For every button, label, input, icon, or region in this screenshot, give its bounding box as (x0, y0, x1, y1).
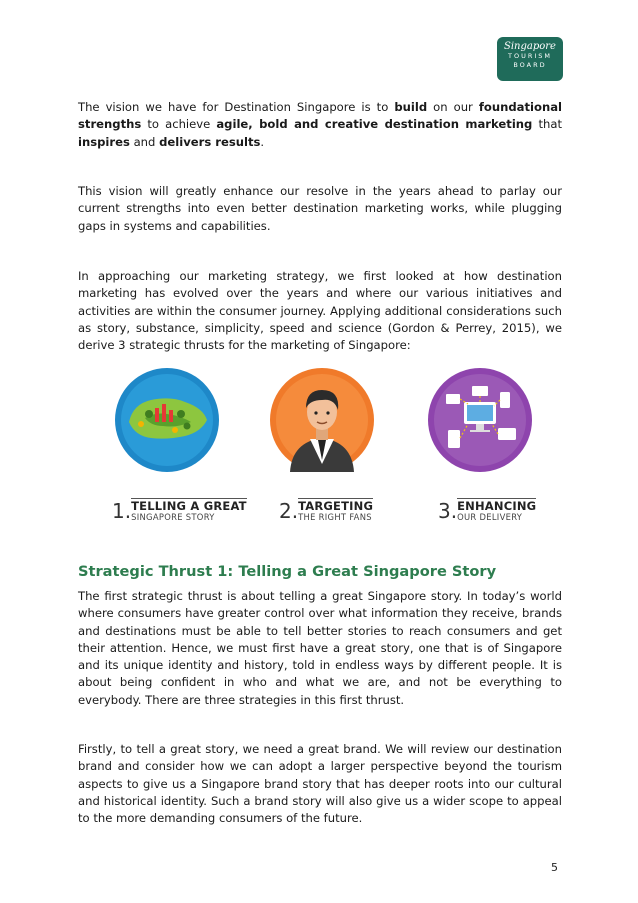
thrust-1-label (112, 492, 247, 522)
vision-text-5: and (129, 134, 160, 149)
vision-paragraph (78, 99, 562, 151)
vision-bold-build: build (394, 100, 428, 114)
thrust-2-label (279, 492, 373, 522)
vision-text-1: The vision we have for Destination Singapore is to (78, 100, 395, 114)
section-heading: Strategic Thrust 1: Telling a Great Singapore Story (78, 563, 497, 580)
vision-bold-agile: agile, bold and creative destination marketing (216, 117, 533, 132)
vision-bold-foundational: foundational strengths (78, 100, 562, 132)
logo-line-2: TOURISM (507, 52, 552, 60)
vision-text-6: . (260, 134, 265, 149)
brand-paragraph: Firstly, to tell a great story, we need a great brand. We will review our destination brand and consider how we can adopt a larger perspective beyond the tourism aspects to give us a Singapore brand story that has deeper roots into our cultural and historical identity. Such a brand story will also give us a wider scope to appeal to the more demanding consumers of the future. (78, 742, 562, 826)
thrust-3-label (438, 492, 536, 522)
vision-text-4: that (532, 117, 562, 132)
thrust-3-line-2: OUR DELIVERY (457, 512, 523, 522)
resolve-paragraph: This vision will greatly enhance our resolve in the years ahead to parlay our current strengths into even better destination marketing works, while plugging gaps in systems and capabilities. (78, 184, 562, 233)
thrust-1-line-1: TELLING A GREAT (131, 499, 247, 513)
logo-line-1: Singapore (504, 41, 556, 52)
target-fan-person-icon (270, 368, 374, 472)
singapore-tourism-board-logo (497, 37, 563, 81)
thrust-1-line-2: SINGAPORE STORY (131, 512, 215, 522)
digital-delivery-devices-icon (428, 368, 532, 472)
vision-text-2: on our (427, 100, 479, 114)
approach-paragraph: In approaching our marketing strategy, we first looked at how destination marketing has evolved over the years and where our various initiatives and activities are within the consumer journey. Applying additional considerations such as story, substance, simplicity, speed and science (Gordon & Perrey, 2015), we derive 3 strategic thrusts for the marketing of Singapore: (78, 269, 562, 353)
thrust-2-number: 2. (279, 499, 299, 523)
singapore-map-icon (115, 368, 219, 472)
vision-bold-inspires: inspires (78, 134, 130, 149)
thrust-2-line-2: THE RIGHT FANS (298, 512, 372, 522)
thrust-3-number: 3. (438, 499, 458, 523)
thrust-3-line-1: ENHANCING (457, 499, 537, 513)
thrust-1-paragraph: The first strategic thrust is about telling a great Singapore story. In today’s world where consumers have greater control over what information they receive, brands and destinations must be able to tell better stories to reach consumers and get their attention. Hence, we must first have a great story, one that is of Singapore and its unique identity and history, told in endless ways by different people. It is about being confident in who and what we are, and not be everything to everybody. There are three strategies in this first thrust. (78, 589, 562, 707)
vision-bold-delivers: delivers results (159, 134, 261, 149)
vision-text-3: to achieve (141, 117, 217, 132)
page-number: 5 (551, 861, 558, 874)
thrust-1-number: 1. (112, 499, 132, 523)
logo-line-3: BOARD (513, 61, 547, 69)
thrust-2-line-1: TARGETING (298, 499, 374, 513)
